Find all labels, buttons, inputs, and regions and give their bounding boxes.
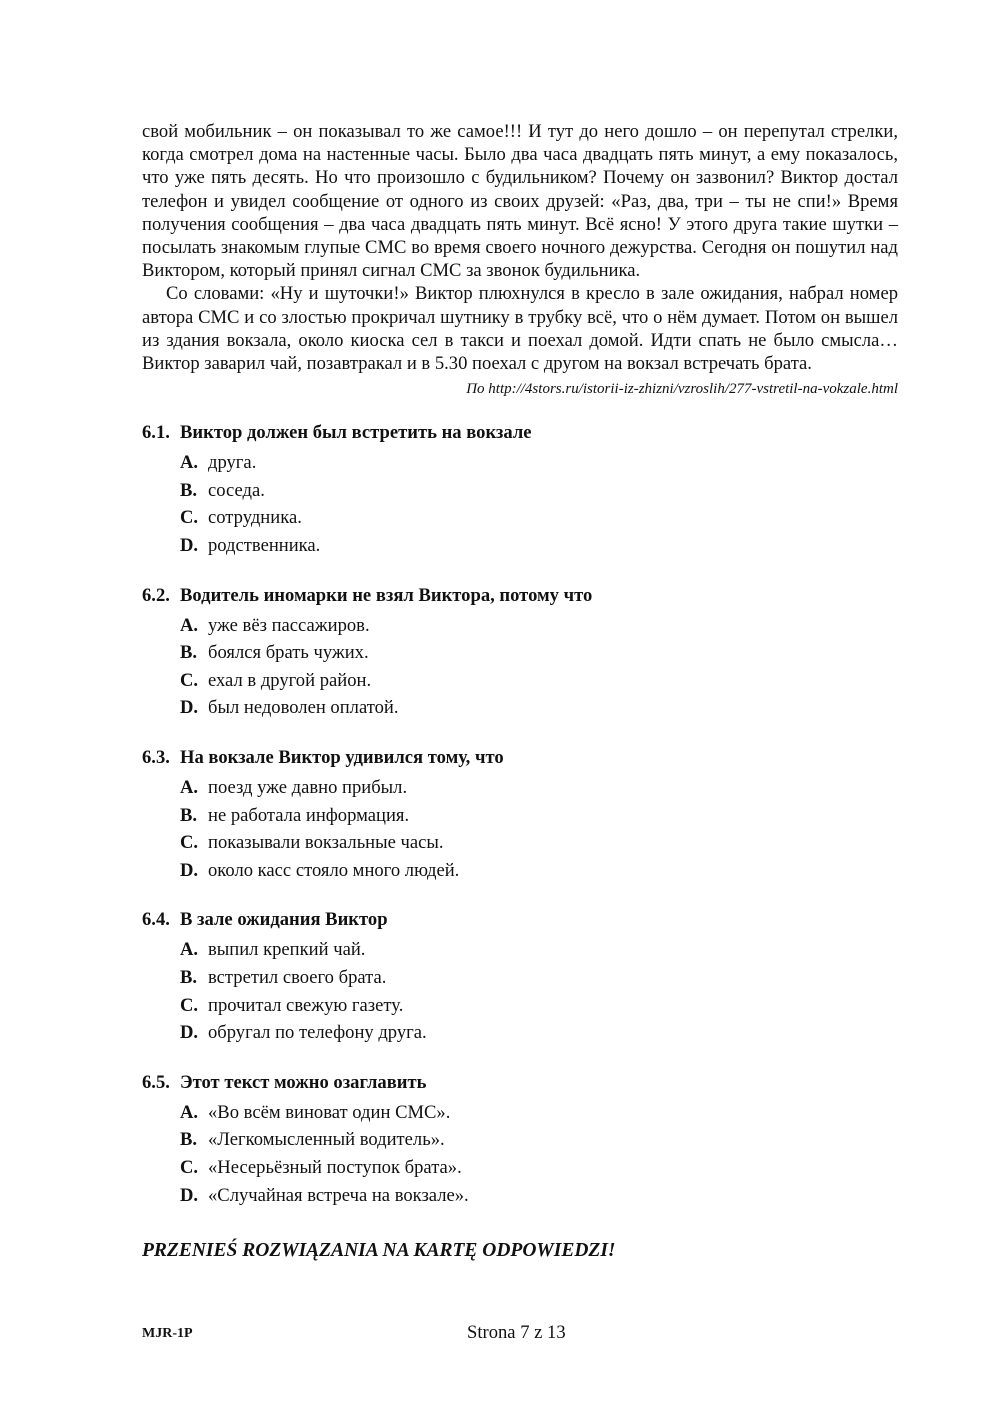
option-letter: C. xyxy=(180,994,199,1016)
option-letter: C. xyxy=(180,669,199,691)
answer-option xyxy=(180,1019,898,1047)
passage-paragraph-1: свой мобильник – он показывал то же самое!!! И тут до него дошло – он перепутал стрелки, когда смотрел дома на настенные часы. Было два часа двадцать пять минут, а ему показалось, что уже пять десять. Но что произошло с будильником? Почему он зазвонил? Виктор достал телефон и увидел сообщение от одного из своих друзей: «Раз, два, три – ты не спи!» Время получения сообщения – два часа двадцать пять минут. Всё ясно! У этого друга такие шутки – посылать знакомым глупые СМС во время своего ночного дежурства. Сегодня он пошутил над Виктором, который принял сигнал СМС за звонок будильника. xyxy=(142,121,898,282)
option-text: соседа. xyxy=(208,479,265,501)
question-text: На вокзале Виктор удивился тому, что xyxy=(180,746,504,768)
passage-paragraph-2: Со словами: «Ну и шуточки!» Виктор плюхнулся в кресло в зале ожидания, набрал номер автора СМС и со злостью прокричал шутнику в трубку всё, что о нём думает. Потом он вышел из здания вокзала, около киоска сел в такси и поехал домой. Идти спать не было смысла… Виктор заварил чай, позавтракал и в 5.30 поехал с другом на вокзал встречать брата. xyxy=(142,283,898,375)
question-heading xyxy=(142,1071,898,1095)
passage-source: По http://4stors.ru/istorii-iz-zhizni/vzroslih/277-vstretil-na-vokzale.html xyxy=(466,381,898,398)
option-text: родственника. xyxy=(208,535,321,557)
option-text: прочитал свежую газету. xyxy=(208,994,404,1016)
question-number: 6.4. xyxy=(142,909,170,931)
option-text: «Несерьёзный поступок брата». xyxy=(208,1156,462,1178)
option-text: сотрудника. xyxy=(208,507,302,529)
answer-option xyxy=(180,477,898,505)
answer-option xyxy=(180,802,898,830)
option-letter: A. xyxy=(180,1101,199,1123)
option-letter: B. xyxy=(180,966,198,988)
option-text: был недоволен оплатой. xyxy=(208,697,399,719)
option-letter: D. xyxy=(180,859,199,881)
option-text: «Случайная встреча на вокзале». xyxy=(208,1184,469,1206)
page-number: Strona 7 z 13 xyxy=(467,1322,566,1343)
option-letter: B. xyxy=(180,804,198,826)
question-6-4 xyxy=(142,908,898,1046)
answer-option xyxy=(180,774,898,802)
answer-option xyxy=(180,936,898,964)
answer-option xyxy=(180,857,898,885)
answer-option xyxy=(180,667,898,695)
question-6-1 xyxy=(142,421,898,559)
option-letter: D. xyxy=(180,1022,199,1044)
question-number: 6.5. xyxy=(142,1071,170,1093)
option-text: встретил своего брата. xyxy=(208,966,387,988)
question-heading xyxy=(142,421,898,445)
option-letter: B. xyxy=(180,1129,198,1151)
question-text: Водитель иномарки не взял Виктора, потому что xyxy=(180,584,593,606)
option-letter: A. xyxy=(180,776,199,798)
question-text: В зале ожидания Виктор xyxy=(180,909,388,931)
answer-option xyxy=(180,694,898,722)
option-letter: B. xyxy=(180,642,198,664)
option-text: не работала информация. xyxy=(208,804,410,826)
answer-option xyxy=(180,964,898,992)
option-text: уже вёз пассажиров. xyxy=(208,614,370,636)
answer-option xyxy=(180,504,898,532)
option-letter: D. xyxy=(180,697,199,719)
answer-option xyxy=(180,1182,898,1210)
option-text: около касс стояло много людей. xyxy=(208,859,460,881)
option-text: показывали вокзальные часы. xyxy=(208,832,444,854)
option-letter: A. xyxy=(180,939,199,961)
answer-option xyxy=(180,1099,898,1127)
question-number: 6.3. xyxy=(142,746,170,768)
answer-option xyxy=(180,639,898,667)
option-text: «Легкомысленный водитель». xyxy=(208,1129,445,1151)
question-number: 6.2. xyxy=(142,584,170,606)
option-letter: B. xyxy=(180,479,198,501)
option-letter: D. xyxy=(180,1184,199,1206)
question-heading xyxy=(142,908,898,932)
option-letter: D. xyxy=(180,535,199,557)
option-text: поезд уже давно прибыл. xyxy=(208,776,408,798)
option-letter: C. xyxy=(180,507,199,529)
question-6-2 xyxy=(142,584,898,722)
question-text: Этот текст можно озаглавить xyxy=(180,1071,427,1093)
answer-option xyxy=(180,532,898,560)
option-letter: C. xyxy=(180,832,199,854)
option-text: боялся брать чужих. xyxy=(208,642,369,664)
answer-option xyxy=(180,1154,898,1182)
option-text: выпил крепкий чай. xyxy=(208,939,366,961)
option-text: обругал по телефону друга. xyxy=(208,1022,427,1044)
option-letter: A. xyxy=(180,452,199,474)
page-footer xyxy=(142,1322,898,1346)
exam-code: MJR-1P xyxy=(142,1326,193,1341)
option-letter: A. xyxy=(180,614,199,636)
question-heading xyxy=(142,584,898,608)
answer-option xyxy=(180,829,898,857)
question-text: Виктор должен был встретить на вокзале xyxy=(180,422,532,444)
option-text: ехал в другой район. xyxy=(208,669,372,691)
option-text: друга. xyxy=(208,452,257,474)
answer-option xyxy=(180,449,898,477)
option-text: «Во всём виноват один СМС». xyxy=(208,1101,451,1123)
question-heading xyxy=(142,746,898,770)
question-number: 6.1. xyxy=(142,422,170,444)
answer-option xyxy=(180,992,898,1020)
question-6-3 xyxy=(142,746,898,884)
option-letter: C. xyxy=(180,1156,199,1178)
answer-option xyxy=(180,612,898,640)
question-6-5 xyxy=(142,1071,898,1209)
exam-page xyxy=(142,120,898,1263)
transfer-instruction: PRZENIEŚ ROZWIĄZANIA NA KARTĘ ODPOWIEDZI! xyxy=(142,1240,616,1262)
answer-option xyxy=(180,1126,898,1154)
